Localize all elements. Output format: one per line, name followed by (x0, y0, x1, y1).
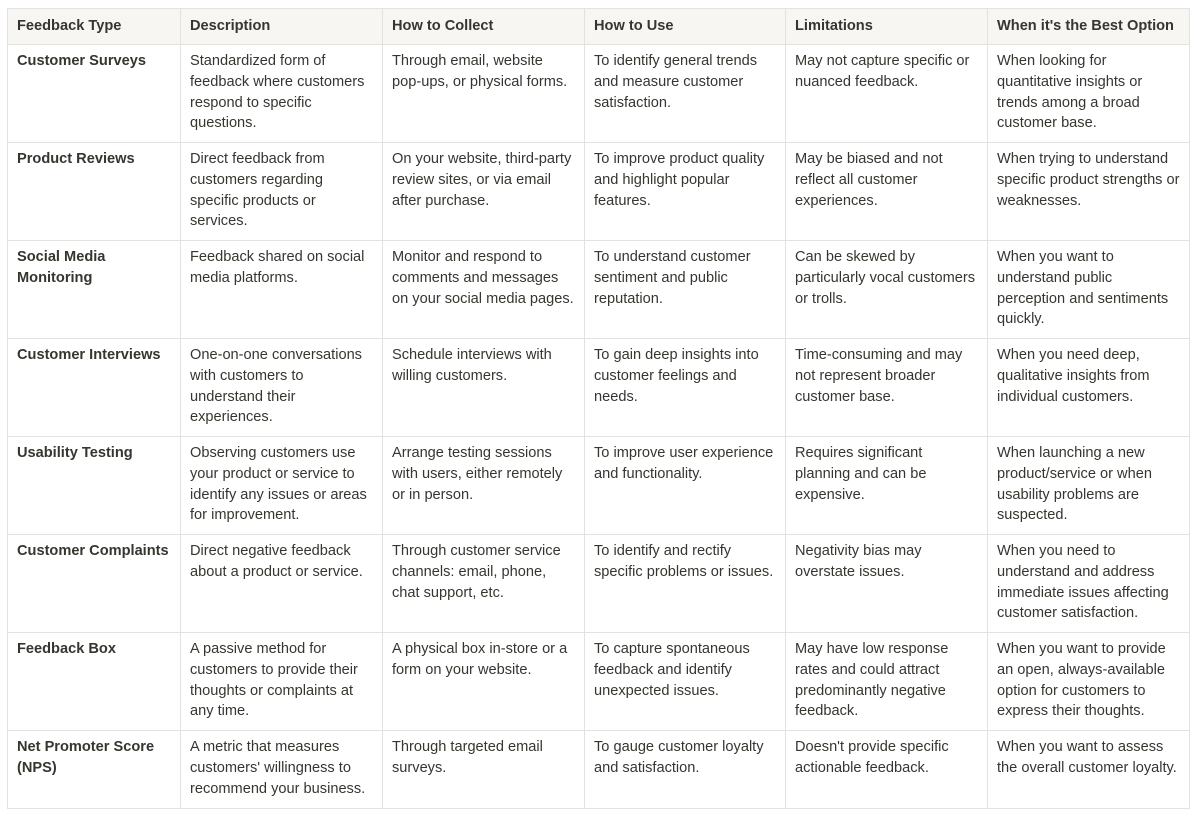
cell-best-option: When you want to assess the overall customer loyalty. (988, 731, 1190, 809)
cell-how-to-use: To improve product quality and highlight popular features. (585, 143, 786, 241)
cell-how-to-collect: Through email, website pop-ups, or physical forms. (383, 45, 585, 143)
cell-feedback-type: Customer Surveys (8, 45, 181, 143)
table-row (8, 437, 1190, 535)
feedback-types-table (7, 8, 1190, 809)
cell-limitations: Requires significant planning and can be expensive. (786, 437, 988, 535)
cell-limitations: May have low response rates and could attract predominantly negative feedback. (786, 633, 988, 731)
cell-limitations: Doesn't provide specific actionable feedback. (786, 731, 988, 809)
cell-feedback-type: Net Promoter Score (NPS) (8, 731, 181, 809)
table-row (8, 731, 1190, 809)
cell-how-to-use: To gauge customer loyalty and satisfaction. (585, 731, 786, 809)
cell-best-option: When you need deep, qualitative insights from individual customers. (988, 339, 1190, 437)
cell-limitations: Can be skewed by particularly vocal customers or trolls. (786, 241, 988, 339)
header-best-option: When it's the Best Option (988, 9, 1190, 45)
cell-best-option: When you want to provide an open, always-available option for customers to express their thoughts. (988, 633, 1190, 731)
cell-limitations: May be biased and not reflect all customer experiences. (786, 143, 988, 241)
cell-how-to-collect: On your website, third-party review sites, or via email after purchase. (383, 143, 585, 241)
cell-how-to-use: To improve user experience and functionality. (585, 437, 786, 535)
cell-best-option: When launching a new product/service or when usability problems are suspected. (988, 437, 1190, 535)
table-row (8, 241, 1190, 339)
cell-description: Standardized form of feedback where customers respond to specific questions. (181, 45, 383, 143)
header-limitations: Limitations (786, 9, 988, 45)
cell-feedback-type: Feedback Box (8, 633, 181, 731)
feedback-table-container (7, 8, 1189, 809)
table-row (8, 143, 1190, 241)
cell-limitations: May not capture specific or nuanced feedback. (786, 45, 988, 143)
header-how-to-use: How to Use (585, 9, 786, 45)
cell-description: Direct negative feedback about a product or service. (181, 535, 383, 633)
cell-how-to-collect: Through targeted email surveys. (383, 731, 585, 809)
cell-best-option: When you need to understand and address immediate issues affecting customer satisfaction. (988, 535, 1190, 633)
table-row (8, 535, 1190, 633)
header-how-to-collect: How to Collect (383, 9, 585, 45)
cell-limitations: Time-consuming and may not represent broader customer base. (786, 339, 988, 437)
cell-description: A metric that measures customers' willingness to recommend your business. (181, 731, 383, 809)
cell-feedback-type: Customer Interviews (8, 339, 181, 437)
cell-best-option: When you want to understand public perception and sentiments quickly. (988, 241, 1190, 339)
cell-feedback-type: Social Media Monitoring (8, 241, 181, 339)
cell-feedback-type: Customer Complaints (8, 535, 181, 633)
table-header-row (8, 9, 1190, 45)
cell-feedback-type: Product Reviews (8, 143, 181, 241)
cell-best-option: When looking for quantitative insights or trends among a broad customer base. (988, 45, 1190, 143)
cell-description: One-on-one conversations with customers to understand their experiences. (181, 339, 383, 437)
cell-description: Direct feedback from customers regarding specific products or services. (181, 143, 383, 241)
cell-how-to-collect: Arrange testing sessions with users, either remotely or in person. (383, 437, 585, 535)
cell-how-to-collect: Through customer service channels: email, phone, chat support, etc. (383, 535, 585, 633)
cell-how-to-collect: Monitor and respond to comments and messages on your social media pages. (383, 241, 585, 339)
cell-how-to-collect: Schedule interviews with willing customers. (383, 339, 585, 437)
header-feedback-type: Feedback Type (8, 9, 181, 45)
cell-limitations: Negativity bias may overstate issues. (786, 535, 988, 633)
cell-feedback-type: Usability Testing (8, 437, 181, 535)
header-description: Description (181, 9, 383, 45)
cell-how-to-use: To understand customer sentiment and public reputation. (585, 241, 786, 339)
cell-best-option: When trying to understand specific product strengths or weaknesses. (988, 143, 1190, 241)
table-row (8, 633, 1190, 731)
cell-how-to-use: To gain deep insights into customer feelings and needs. (585, 339, 786, 437)
cell-how-to-collect: A physical box in-store or a form on your website. (383, 633, 585, 731)
cell-description: Feedback shared on social media platforms. (181, 241, 383, 339)
table-row (8, 45, 1190, 143)
cell-description: Observing customers use your product or service to identify any issues or areas for improvement. (181, 437, 383, 535)
cell-description: A passive method for customers to provide their thoughts or complaints at any time. (181, 633, 383, 731)
cell-how-to-use: To capture spontaneous feedback and identify unexpected issues. (585, 633, 786, 731)
cell-how-to-use: To identify and rectify specific problems or issues. (585, 535, 786, 633)
table-row (8, 339, 1190, 437)
cell-how-to-use: To identify general trends and measure customer satisfaction. (585, 45, 786, 143)
